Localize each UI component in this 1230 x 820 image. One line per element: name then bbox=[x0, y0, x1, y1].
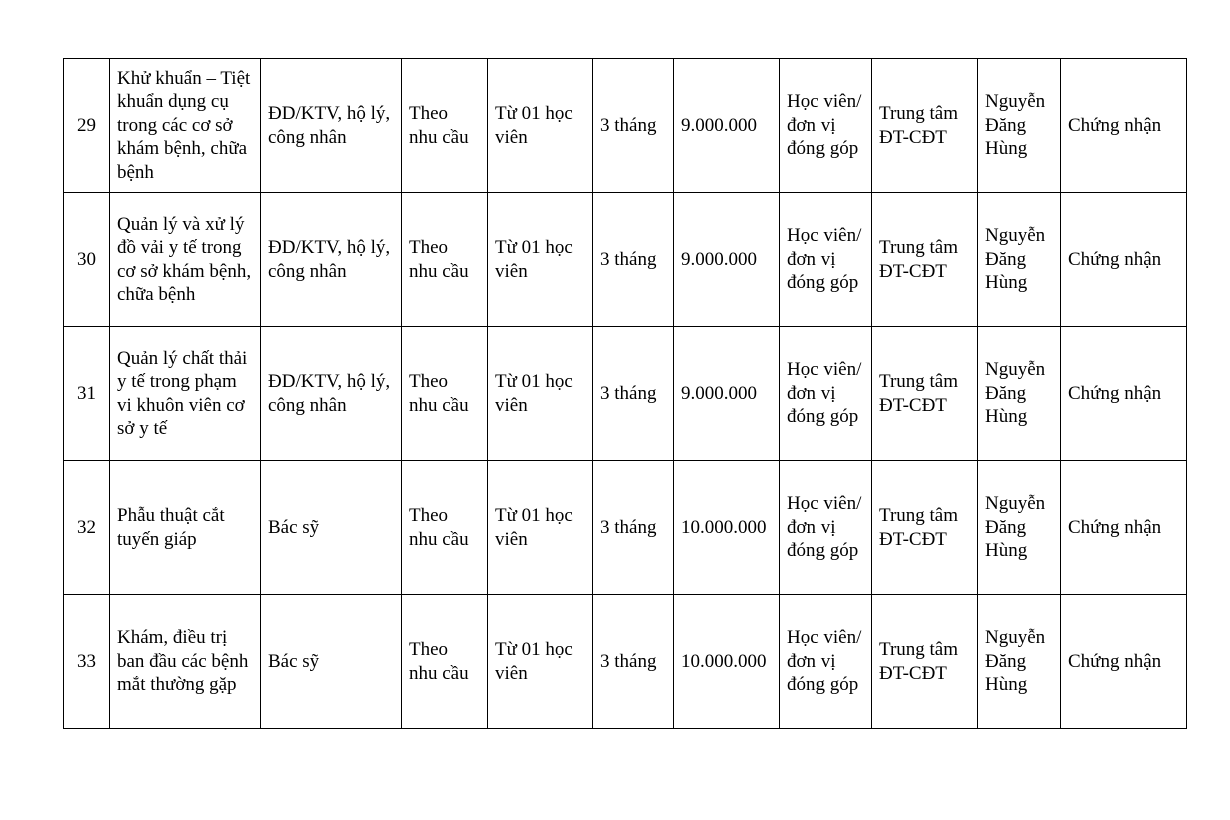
cell-target: ĐD/KTV, hộ lý, công nhân bbox=[261, 59, 402, 193]
cell-payer: Học viên/ đơn vị đóng góp bbox=[780, 327, 872, 461]
table-row bbox=[64, 327, 1187, 461]
table-row bbox=[64, 595, 1187, 729]
cell-target: ĐD/KTV, hộ lý, công nhân bbox=[261, 193, 402, 327]
cell-certificate: Chứng nhận bbox=[1061, 327, 1187, 461]
cell-payer: Học viên/ đơn vị đóng góp bbox=[780, 59, 872, 193]
cell-class-size: Từ 01 học viên bbox=[488, 327, 593, 461]
cell-course-name: Quản lý và xử lý đồ vải y tế trong cơ sở khám bệnh, chữa bệnh bbox=[110, 193, 261, 327]
cell-fee: 10.000.000 bbox=[674, 595, 780, 729]
cell-fee: 10.000.000 bbox=[674, 461, 780, 595]
cell-schedule: Theo nhu cầu bbox=[402, 595, 488, 729]
cell-person: Nguyễn Đăng Hùng bbox=[978, 595, 1061, 729]
cell-certificate: Chứng nhận bbox=[1061, 461, 1187, 595]
cell-person: Nguyễn Đăng Hùng bbox=[978, 193, 1061, 327]
cell-person: Nguyễn Đăng Hùng bbox=[978, 461, 1061, 595]
cell-stt: 29 bbox=[64, 59, 110, 193]
cell-duration: 3 tháng bbox=[593, 59, 674, 193]
table-row bbox=[64, 461, 1187, 595]
cell-stt: 32 bbox=[64, 461, 110, 595]
cell-unit: Trung tâm ĐT-CĐT bbox=[872, 59, 978, 193]
cell-class-size: Từ 01 học viên bbox=[488, 193, 593, 327]
cell-fee: 9.000.000 bbox=[674, 327, 780, 461]
cell-course-name: Phẫu thuật cắt tuyến giáp bbox=[110, 461, 261, 595]
cell-target: ĐD/KTV, hộ lý, công nhân bbox=[261, 327, 402, 461]
cell-duration: 3 tháng bbox=[593, 327, 674, 461]
cell-stt: 30 bbox=[64, 193, 110, 327]
cell-payer: Học viên/ đơn vị đóng góp bbox=[780, 595, 872, 729]
cell-duration: 3 tháng bbox=[593, 193, 674, 327]
cell-certificate: Chứng nhận bbox=[1061, 595, 1187, 729]
cell-payer: Học viên/ đơn vị đóng góp bbox=[780, 461, 872, 595]
cell-class-size: Từ 01 học viên bbox=[488, 461, 593, 595]
cell-unit: Trung tâm ĐT-CĐT bbox=[872, 595, 978, 729]
cell-course-name: Quản lý chất thải y tế trong phạm vi khuôn viên cơ sở y tế bbox=[110, 327, 261, 461]
cell-schedule: Theo nhu cầu bbox=[402, 461, 488, 595]
cell-class-size: Từ 01 học viên bbox=[488, 595, 593, 729]
cell-schedule: Theo nhu cầu bbox=[402, 327, 488, 461]
cell-course-name: Khám, điều trị ban đầu các bệnh mắt thường gặp bbox=[110, 595, 261, 729]
cell-unit: Trung tâm ĐT-CĐT bbox=[872, 193, 978, 327]
cell-person: Nguyễn Đăng Hùng bbox=[978, 59, 1061, 193]
table-row bbox=[64, 193, 1187, 327]
cell-duration: 3 tháng bbox=[593, 461, 674, 595]
cell-certificate: Chứng nhận bbox=[1061, 59, 1187, 193]
cell-stt: 33 bbox=[64, 595, 110, 729]
cell-target: Bác sỹ bbox=[261, 595, 402, 729]
cell-class-size: Từ 01 học viên bbox=[488, 59, 593, 193]
cell-unit: Trung tâm ĐT-CĐT bbox=[872, 461, 978, 595]
cell-unit: Trung tâm ĐT-CĐT bbox=[872, 327, 978, 461]
cell-schedule: Theo nhu cầu bbox=[402, 59, 488, 193]
table-body bbox=[64, 59, 1187, 729]
cell-payer: Học viên/ đơn vị đóng góp bbox=[780, 193, 872, 327]
cell-person: Nguyễn Đăng Hùng bbox=[978, 327, 1061, 461]
cell-fee: 9.000.000 bbox=[674, 193, 780, 327]
cell-schedule: Theo nhu cầu bbox=[402, 193, 488, 327]
cell-fee: 9.000.000 bbox=[674, 59, 780, 193]
cell-target: Bác sỹ bbox=[261, 461, 402, 595]
cell-certificate: Chứng nhận bbox=[1061, 193, 1187, 327]
course-table bbox=[63, 58, 1187, 729]
cell-course-name: Khử khuẩn – Tiệt khuẩn dụng cụ trong các cơ sở khám bệnh, chữa bệnh bbox=[110, 59, 261, 193]
cell-stt: 31 bbox=[64, 327, 110, 461]
cell-duration: 3 tháng bbox=[593, 595, 674, 729]
table-row bbox=[64, 59, 1187, 193]
